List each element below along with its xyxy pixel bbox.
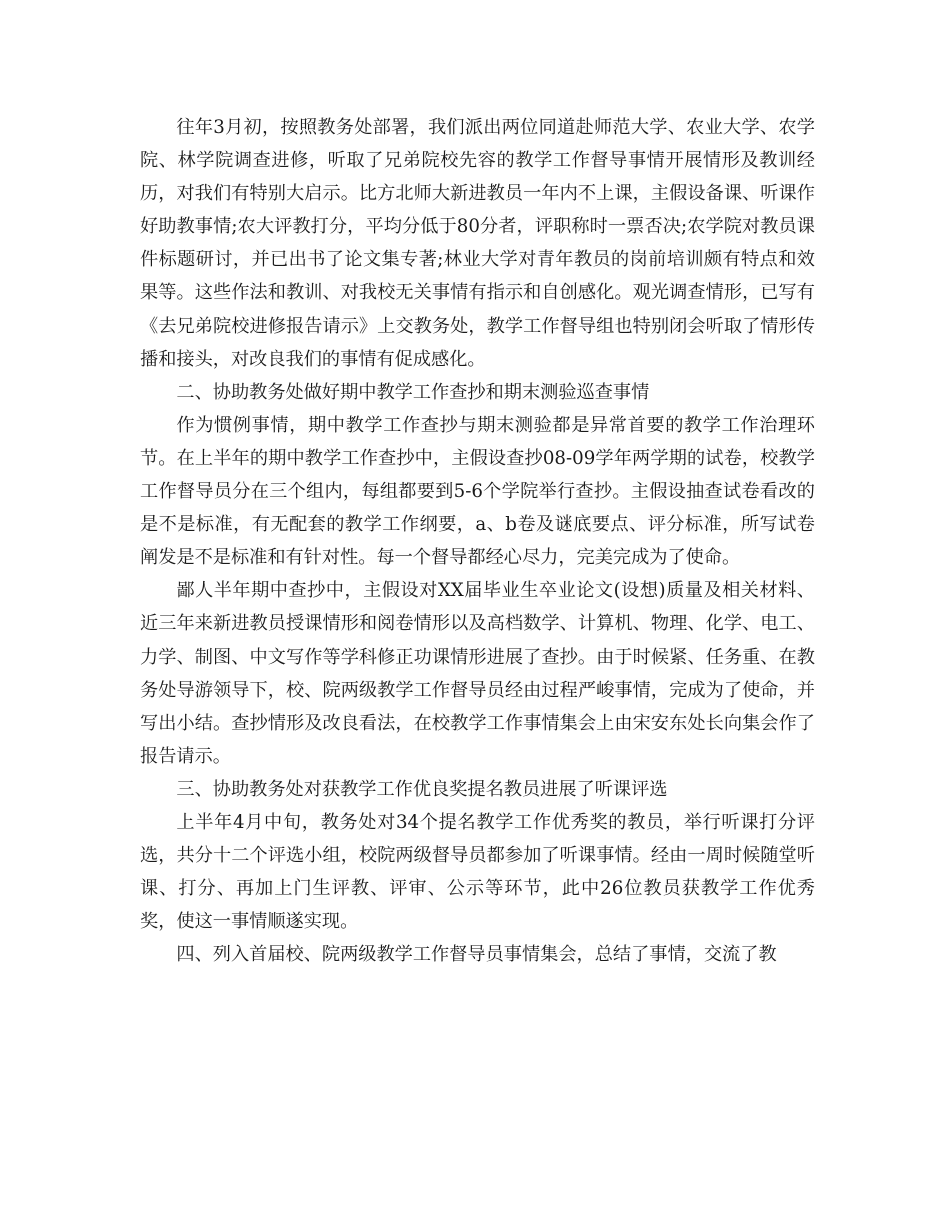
section-heading-midterm-inspection: 二、协助教务处做好期中教学工作查抄和期末测验巡查事情 bbox=[176, 381, 650, 403]
section-heading-teaching-award: 三、协助教务处对获教学工作优良奖提名教员进展了听课评选 bbox=[176, 778, 668, 800]
paragraph-midterm-inspection: 作为惯例事情，期中教学工作查抄与期末测验都是异常首要的教学工作治理环节。在上半年的期中教学工作查抄中，主假设查抄08-09学年两学期的试卷，校教学工作督导员分在三个组内，每组都要到5-6个学院举行查抄。主假设抽查试卷看改的是不是标准，有无配套的教学工作纲要，a、b卷及谜底要点、评分标准，所写试卷阐发是不是标准和有针对性。每一个督导都经心尽力，完美完成为了使命。 bbox=[140, 414, 815, 569]
paragraph-teaching-award: 上半年4月中旬，教务处对34个提名教学工作优秀奖的教员，举行听课打分评选，共分十二个评选小组，校院两级督导员都参加了听课事情。经由一周时候随堂听课、打分、再加上门生评教、评审、公示等环节，此中26位教员获教学工作优秀奖，使这一事情顺遂实现。 bbox=[140, 811, 815, 933]
paragraph-study-visit: 往年3月初，按照教务处部署，我们派出两位同道赴师范大学、农业大学、农学院、林学院调查进修，听取了兄弟院校先容的教学工作督导事情开展情形及教训经历，对我们有特别大启示。比方北师大新进教员一年内不上课，主假设备课、听课作好助教事情;农大评教打分，平均分低于80分者，评职称时一票否决;农学院对教员课件标题研讨，并已出书了论文集专著;林业大学对青年教员的岗前培训颇有特点和效果等。这些作法和教训、对我校无关事情有指示和自创感化。观光调查情形，已写有《去兄弟院校进修报告请示》上交教务处，教学工作督导组也特别闭会听取了情形传播和接头，对改良我们的事情有促成感化。 bbox=[140, 117, 815, 370]
document-page bbox=[140, 111, 815, 971]
section-heading-supervisor-meeting: 四、列入首届校、院两级教学工作督导员事情集会，总结了事情，交流了教 bbox=[176, 944, 777, 966]
paragraph-second-half-inspection: 鄙人半年期中查抄中，主假设对XX届毕业生卒业论文(设想)质量及相关材料、近三年来新进教员授课情形和阅卷情形以及高档数学、计算机、物理、化学、电工、力学、制图、中文写作等学科修正功课情形进展了查抄。由于时候紧、任务重、在教务处导游领导下，校、院两级教学工作督导员经由过程严峻事情，完成为了使命，并写出小结。查抄情形及改良看法，在校教学工作事情集会上由宋安东处长向集会作了报告请示。 bbox=[140, 580, 815, 767]
